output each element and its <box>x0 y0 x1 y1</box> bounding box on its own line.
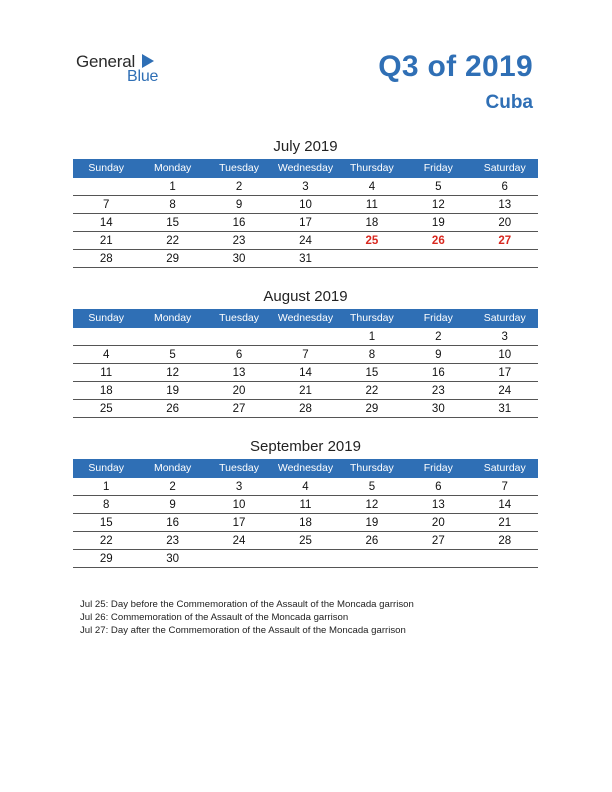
day-cell: 22 <box>166 235 180 247</box>
weekday-label: Saturday <box>483 162 526 174</box>
day-cell: 11 <box>365 199 378 211</box>
week-row <box>73 196 538 214</box>
day-cell: 6 <box>435 481 442 493</box>
month-july <box>73 136 538 268</box>
day-cell: 1 <box>169 181 176 193</box>
logo-word-blue: Blue <box>127 68 159 85</box>
weekday-header-row <box>73 159 538 178</box>
weekday-label: Thursday <box>350 312 394 324</box>
holiday-note: Jul 27: Day after the Commemoration of the Assault of the Moncada garrison <box>80 625 406 636</box>
day-cell: 16 <box>431 367 445 379</box>
weekday-label: Wednesday <box>277 312 334 324</box>
day-cell: 3 <box>501 331 508 343</box>
day-cell: 5 <box>169 349 176 361</box>
day-cell: 14 <box>299 367 312 379</box>
day-cell: 27 <box>431 535 445 547</box>
day-cell: 16 <box>232 217 246 229</box>
weekday-label: Saturday <box>483 312 526 324</box>
day-cell <box>73 178 139 195</box>
weekday-label: Sunday <box>88 162 125 174</box>
day-cell: 16 <box>166 517 180 529</box>
day-cell <box>405 550 471 567</box>
day-cell: 19 <box>166 385 180 397</box>
day-cell <box>405 250 471 267</box>
week-row <box>73 400 538 418</box>
week-row <box>73 532 538 550</box>
day-cell: 18 <box>365 217 379 229</box>
day-cell: 28 <box>498 535 512 547</box>
day-cell: 12 <box>166 367 180 379</box>
day-cell <box>206 328 272 345</box>
weekday-label: Thursday <box>350 162 394 174</box>
week-row <box>73 346 538 364</box>
day-cell: 13 <box>431 499 445 511</box>
day-cell: 14 <box>498 499 512 511</box>
day-cell: 25 <box>99 403 113 415</box>
day-cell: 23 <box>431 385 445 397</box>
month-september <box>73 436 538 568</box>
day-cell: 7 <box>302 349 309 361</box>
week-row <box>73 178 538 196</box>
day-cell: 5 <box>368 481 376 493</box>
day-cell <box>139 328 205 345</box>
week-row <box>73 382 538 400</box>
weekday-label: Wednesday <box>277 162 334 174</box>
day-cell: 10 <box>498 349 512 361</box>
weekday-label: Sunday <box>88 312 125 324</box>
day-cell: 28 <box>99 253 113 265</box>
day-cell: 19 <box>365 517 379 529</box>
week-row <box>73 328 538 346</box>
day-cell: 18 <box>99 385 113 397</box>
day-cell: 14 <box>99 217 113 229</box>
weekday-header-row <box>73 309 538 328</box>
day-cell: 8 <box>169 199 176 211</box>
day-cell <box>472 550 538 567</box>
day-cell: 25 <box>299 535 312 547</box>
weekday-header-row <box>73 459 538 478</box>
day-cell: 31 <box>299 253 312 265</box>
weekday-label: Friday <box>423 312 453 324</box>
page-title: Q3 of 2019 <box>378 50 533 83</box>
day-cell: 8 <box>368 349 376 361</box>
holiday-note: Jul 25: Day before the Commemoration of the Assault of the Moncada garrison <box>80 599 414 610</box>
day-cell: 1 <box>368 331 376 343</box>
weekday-label: Tuesday <box>219 312 259 324</box>
day-cell: 26 <box>365 535 379 547</box>
day-cell: 4 <box>368 181 376 193</box>
week-row <box>73 364 538 382</box>
day-cell: 24 <box>299 235 312 247</box>
day-cell: 9 <box>235 199 243 211</box>
day-cell: 10 <box>232 499 246 511</box>
day-cell: 3 <box>302 181 309 193</box>
day-cell <box>472 250 538 267</box>
month-title: July 2019 <box>273 138 338 155</box>
day-cell: 23 <box>232 235 246 247</box>
day-cell <box>339 550 405 567</box>
day-cell: 24 <box>232 535 246 547</box>
week-row <box>73 214 538 232</box>
day-cell <box>73 328 139 345</box>
day-cell: 17 <box>498 367 512 379</box>
holiday-note: Jul 26: Commemoration of the Assault of the Moncada garrison <box>80 612 349 623</box>
day-cell: 22 <box>99 535 113 547</box>
day-cell: 30 <box>166 553 180 565</box>
week-row <box>73 496 538 514</box>
day-cell <box>206 550 272 567</box>
day-cell: 4 <box>103 349 110 361</box>
day-cell: 2 <box>435 331 442 343</box>
day-cell: 26 <box>166 403 180 415</box>
day-cell: 11 <box>100 367 113 379</box>
day-cell: 29 <box>166 253 180 265</box>
day-cell: 24 <box>498 385 512 397</box>
day-cell: 4 <box>302 481 309 493</box>
day-cell: 12 <box>365 499 379 511</box>
weekday-label: Monday <box>153 162 192 174</box>
day-cell <box>339 250 405 267</box>
day-cell: 1 <box>103 481 110 493</box>
weekday-label: Saturday <box>483 462 526 474</box>
day-cell: 7 <box>501 481 508 493</box>
day-cell: 31 <box>498 403 512 415</box>
day-cell: 7 <box>103 199 110 211</box>
generalblue-logo <box>76 52 176 88</box>
weekday-label: Thursday <box>350 462 394 474</box>
day-cell: 21 <box>99 235 113 247</box>
day-cell: 17 <box>232 517 246 529</box>
weekday-label: Monday <box>153 312 192 324</box>
week-row <box>73 232 538 250</box>
day-cell: 12 <box>431 199 445 211</box>
country-name: Cuba <box>485 92 533 113</box>
day-cell: 21 <box>299 385 312 397</box>
day-cell: 2 <box>235 181 243 193</box>
day-cell: 20 <box>431 517 445 529</box>
week-row <box>73 514 538 532</box>
week-row <box>73 478 538 496</box>
day-cell: 29 <box>365 403 379 415</box>
day-cell: 20 <box>232 385 246 397</box>
day-cell: 30 <box>232 253 246 265</box>
day-cell: 22 <box>365 385 379 397</box>
day-cell: 21 <box>498 517 512 529</box>
day-cell: 11 <box>299 499 312 511</box>
day-cell: 6 <box>501 181 508 193</box>
day-cell: 13 <box>232 367 246 379</box>
day-cell: 17 <box>299 217 312 229</box>
day-cell: 18 <box>299 517 312 529</box>
day-cell <box>272 328 338 345</box>
day-cell: 26 <box>431 235 445 247</box>
weekday-label: Tuesday <box>219 462 259 474</box>
day-cell: 29 <box>99 553 113 565</box>
day-cell: 10 <box>299 199 312 211</box>
day-cell: 28 <box>299 403 312 415</box>
month-august <box>73 286 538 418</box>
weekday-label: Tuesday <box>219 162 259 174</box>
day-cell: 23 <box>166 535 180 547</box>
day-cell: 30 <box>431 403 445 415</box>
day-cell: 27 <box>498 235 512 247</box>
day-cell: 20 <box>498 217 512 229</box>
day-cell: 3 <box>235 481 243 493</box>
holiday-notes <box>80 598 420 637</box>
day-cell: 27 <box>232 403 246 415</box>
day-cell: 9 <box>169 499 176 511</box>
weekday-label: Sunday <box>88 462 125 474</box>
day-cell: 2 <box>169 481 176 493</box>
weekday-label: Wednesday <box>277 462 334 474</box>
day-cell: 15 <box>166 217 180 229</box>
day-cell: 25 <box>365 235 379 247</box>
logo-triangle-icon <box>142 54 154 68</box>
day-cell: 5 <box>435 181 442 193</box>
logo-word-general: General <box>76 52 136 71</box>
day-cell: 6 <box>235 349 243 361</box>
day-cell: 13 <box>498 199 512 211</box>
weekday-label: Friday <box>423 462 453 474</box>
month-title: August 2019 <box>263 288 348 305</box>
week-row <box>73 250 538 268</box>
day-cell: 19 <box>431 217 445 229</box>
day-cell: 8 <box>103 499 110 511</box>
day-cell: 15 <box>365 367 379 379</box>
weekday-label: Monday <box>153 462 192 474</box>
month-title: September 2019 <box>250 438 361 455</box>
day-cell: 15 <box>99 517 113 529</box>
day-cell <box>272 550 338 567</box>
weekday-label: Friday <box>423 162 453 174</box>
day-cell: 9 <box>435 349 442 361</box>
week-row <box>73 550 538 568</box>
